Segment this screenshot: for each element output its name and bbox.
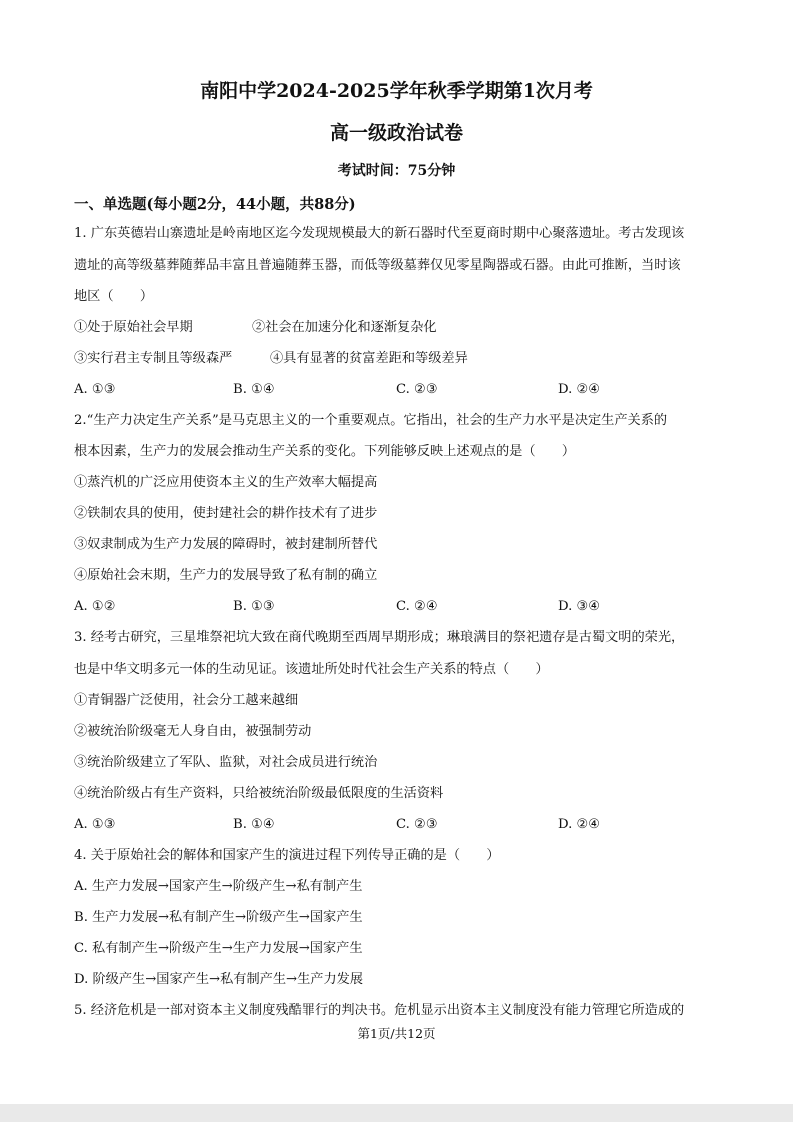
q1-item-2: ②社会在加速分化和逐渐复杂化 <box>252 320 437 335</box>
q1-option-d[interactable]: D. ②④ <box>558 382 601 397</box>
q3-stem-line-1: 3. 经考古研究，三星堆祭祀坑大致在商代晚期至西周早期形成；琳琅满目的祭祀遗存是古蜀文明的荣光， <box>74 630 685 645</box>
q3-item-4: ④统治阶级占有生产资料，只给被统治阶级最低限度的生活资料 <box>74 786 444 801</box>
q1-stem-line-3: 地区（ ） <box>74 289 154 304</box>
q2-stem-line-1: 2.“生产力决定生产关系”是马克思主义的一个重要观点。它指出，社会的生产力水平是决定生产关系的 <box>74 413 668 428</box>
q3-option-c[interactable]: C. ②③ <box>396 817 438 832</box>
q1-item-4: ④具有显著的贫富差距和等级差异 <box>270 351 468 366</box>
q5-stem-line-1: 5. 经济危机是一部对资本主义制度残酷罪行的判决书。危机显示出资本主义制度没有能力管理它所造成的 <box>74 1003 685 1018</box>
q4-option-b[interactable]: B. 生产力发展→私有制产生→阶级产生→国家产生 <box>74 910 363 925</box>
q1-stem-line-2: 遗址的高等级墓葬随葬品丰富且普遍随葬玉器，而低等级墓葬仅见零星陶器或石器。由此可推断，当时该 <box>74 258 681 273</box>
q2-option-d[interactable]: D. ③④ <box>558 599 601 614</box>
q2-item-2: ②铁制农具的使用，使封建社会的耕作技术有了进步 <box>74 506 378 521</box>
q3-item-2: ②被统治阶级毫无人身自由，被强制劳动 <box>74 724 312 739</box>
page-number: 第1页/共12页 <box>357 1026 436 1041</box>
q2-option-a[interactable]: A. ①② <box>74 599 116 614</box>
q1-option-c[interactable]: C. ②③ <box>396 382 438 397</box>
q1-option-b[interactable]: B. ①④ <box>233 382 275 397</box>
q2-option-b[interactable]: B. ①③ <box>233 599 275 614</box>
q1-option-a[interactable]: A. ①③ <box>74 382 116 397</box>
q2-item-4: ④原始社会末期，生产力的发展导致了私有制的确立 <box>74 568 378 583</box>
q2-stem-line-2: 根本因素，生产力的发展会推动生产关系的变化。下列能够反映上述观点的是（ ） <box>74 444 576 459</box>
q3-item-1: ①青铜器广泛使用，社会分工越来越细 <box>74 693 299 708</box>
q4-option-c[interactable]: C. 私有制产生→阶级产生→生产力发展→国家产生 <box>74 941 363 956</box>
q2-item-3: ③奴隶制成为生产力发展的障碍时，被封建制所替代 <box>74 537 378 552</box>
exam-time: 考试时间：75分钟 <box>337 163 456 179</box>
q3-option-d[interactable]: D. ②④ <box>558 817 601 832</box>
q3-option-b[interactable]: B. ①④ <box>233 817 275 832</box>
q2-option-c[interactable]: C. ②④ <box>396 599 438 614</box>
q3-option-a[interactable]: A. ①③ <box>74 817 116 832</box>
exam-subtitle: 高一级政治试卷 <box>329 122 463 144</box>
q4-option-a[interactable]: A. 生产力发展→国家产生→阶级产生→私有制产生 <box>74 879 363 894</box>
exam-title: 南阳中学2024-2025学年秋季学期第1次月考 <box>200 80 593 102</box>
q4-option-d[interactable]: D. 阶级产生→国家产生→私有制产生→生产力发展 <box>74 972 364 987</box>
q4-stem-line-1: 4. 关于原始社会的解体和国家产生的演进过程下列传导正确的是（ ） <box>74 848 500 863</box>
page-bottom-stripe <box>0 1104 793 1122</box>
q1-item-1: ①处于原始社会早期 <box>74 320 193 335</box>
q1-stem-line-1: 1. 广东英德岩山寨遗址是岭南地区迄今发现规模最大的新石器时代至夏商时期中心聚落遗址。考古发现该 <box>74 226 685 241</box>
q2-item-1: ①蒸汽机的广泛应用使资本主义的生产效率大幅提高 <box>74 475 378 490</box>
q1-item-3: ③实行君主专制且等级森严 <box>74 351 233 366</box>
section-heading: 一、单选题(每小题2分，44小题，共88分) <box>74 196 356 213</box>
q3-stem-line-2: 也是中华文明多元一体的生动见证。该遗址所处时代社会生产关系的特点（ ） <box>74 662 549 677</box>
q3-item-3: ③统治阶级建立了军队、监狱，对社会成员进行统治 <box>74 755 378 770</box>
